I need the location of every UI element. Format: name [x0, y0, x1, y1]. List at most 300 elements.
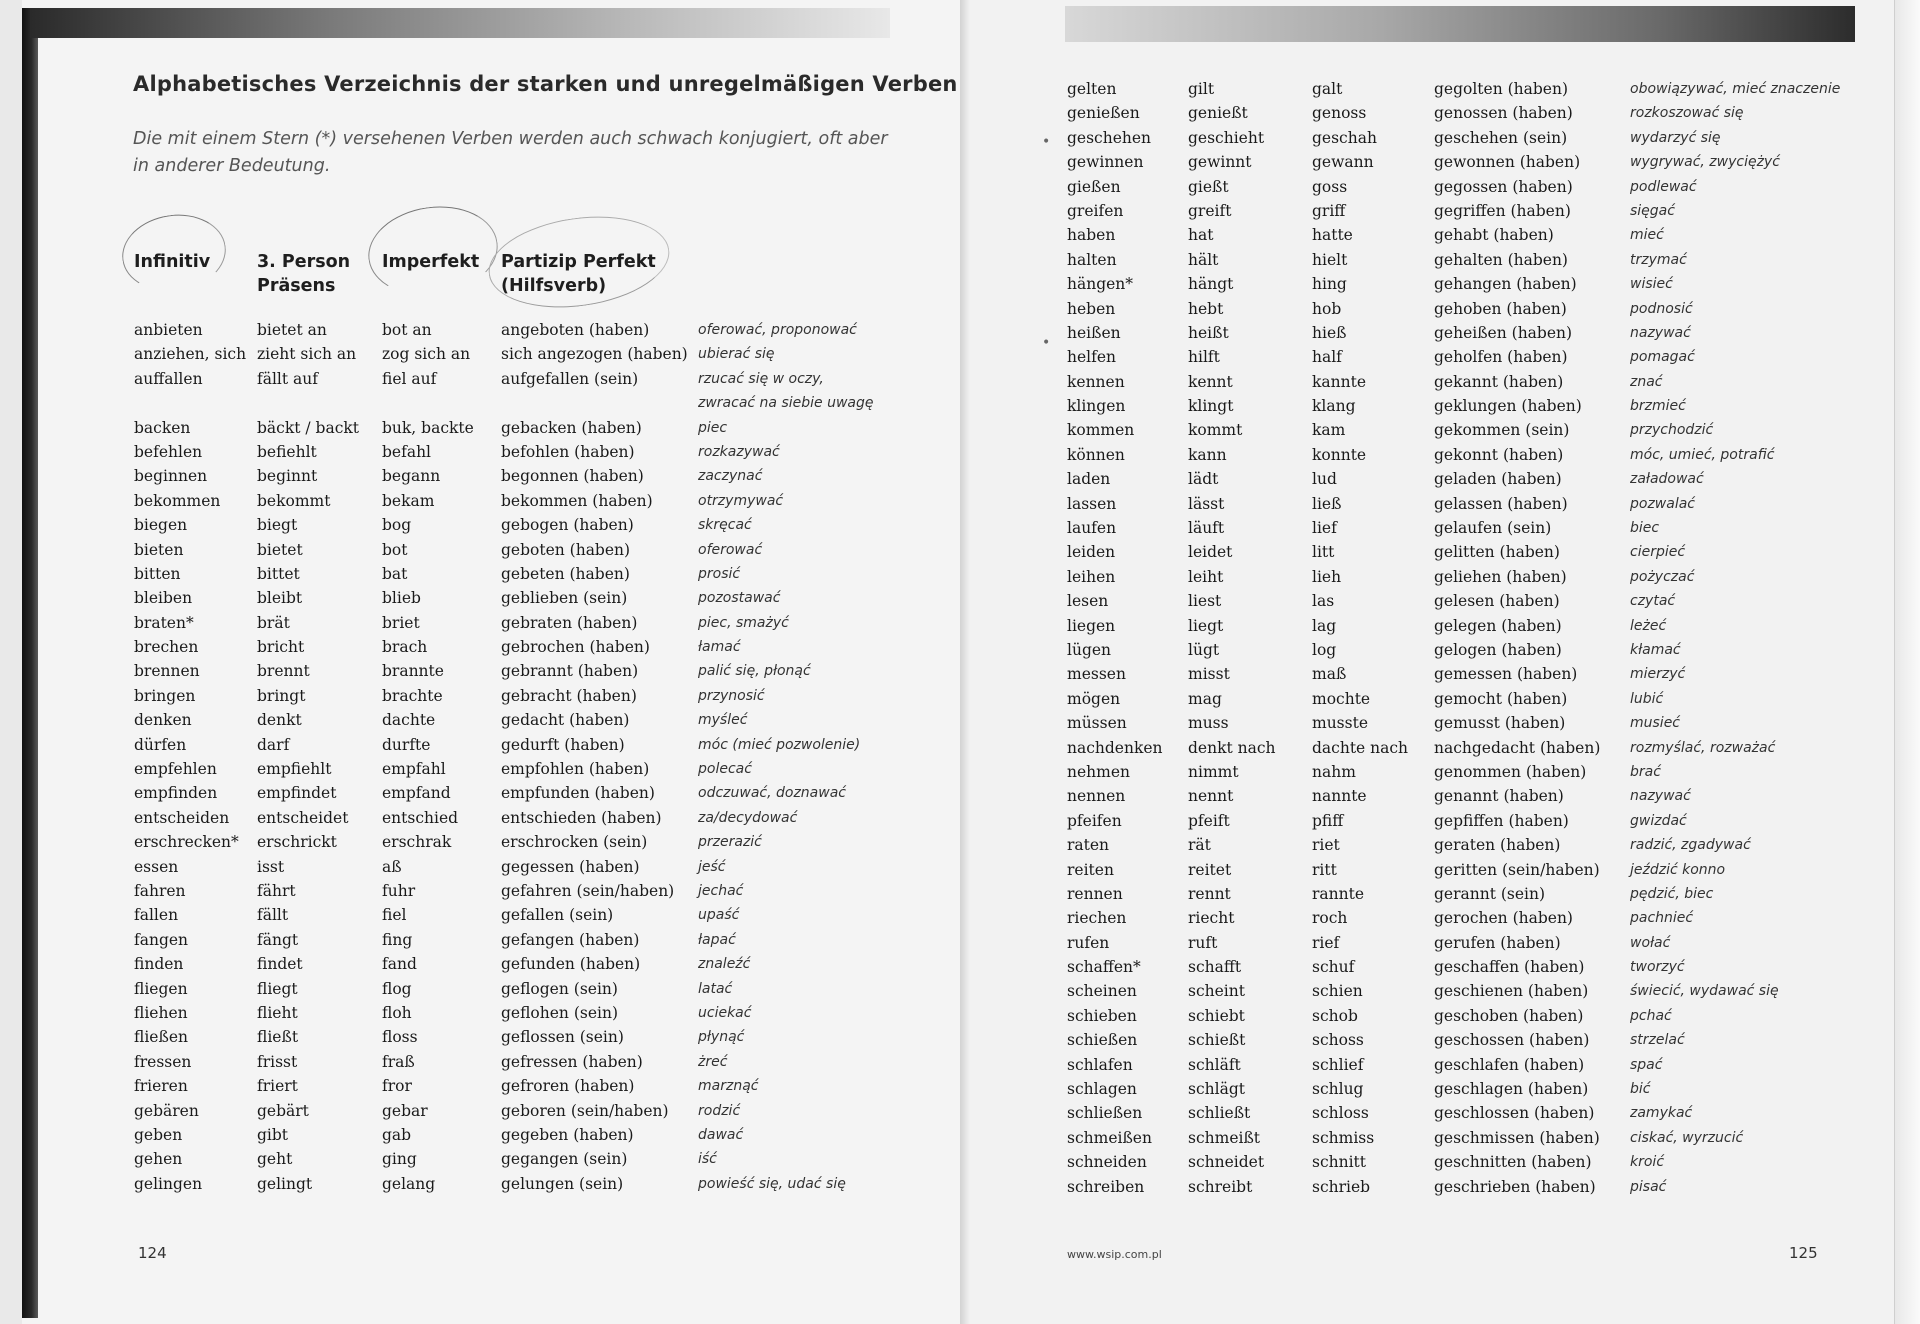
praesens-cell: leiht	[1188, 567, 1224, 586]
partizip-cell: gegriffen (haben)	[1434, 201, 1571, 220]
partizip-cell: geraten (haben)	[1434, 836, 1561, 855]
infinitiv-cell: fallen	[134, 906, 179, 925]
praesens-cell: bekommt	[257, 491, 331, 510]
column-imperfekt	[1312, 77, 1408, 1199]
partizip-cell: gebracht (haben)	[501, 686, 637, 705]
imperfekt-cell: genoss	[1312, 104, 1367, 123]
praesens-cell: darf	[257, 735, 290, 754]
scan-margin	[0, 0, 22, 1324]
praesens-cell: findet	[257, 955, 303, 974]
praesens-cell: lädt	[1188, 470, 1219, 489]
praesens-cell: fährt	[257, 881, 296, 900]
praesens-cell: fliegt	[257, 979, 298, 998]
partizip-cell: gelaufen (sein)	[1434, 519, 1552, 538]
praesens-cell	[257, 391, 359, 415]
polish-translation: rozkoszować się	[1630, 105, 1744, 122]
imperfekt-cell: half	[1312, 348, 1342, 367]
header-hilfsverb-label: (Hilfsverb)	[501, 276, 607, 296]
infinitiv-cell: schlagen	[1067, 1080, 1137, 1099]
partizip-cell: sich angezogen (haben)	[501, 345, 688, 364]
praesens-cell: gelingt	[257, 1174, 313, 1193]
infinitiv-cell: leihen	[1067, 567, 1116, 586]
partizip-cell: gegessen (haben)	[501, 857, 640, 876]
imperfekt-cell: gab	[382, 1125, 412, 1144]
infinitiv-cell: schreiben	[1067, 1177, 1145, 1196]
partizip-cell: gelitten (haben)	[1434, 543, 1560, 562]
polish-translation: iść	[698, 1151, 717, 1168]
header-imperfekt	[382, 250, 479, 274]
infinitiv-cell: anziehen, sich	[134, 345, 247, 364]
polish-translation: cierpieć	[1630, 544, 1686, 561]
partizip-cell: geschnitten (haben)	[1434, 1153, 1592, 1172]
infinitiv-cell: schmeißen	[1067, 1128, 1152, 1147]
praesens-cell: ruft	[1188, 933, 1218, 952]
infinitiv-cell: laufen	[1067, 519, 1117, 538]
partizip-cell: gedacht (haben)	[501, 711, 630, 730]
praesens-cell: liegt	[1188, 616, 1224, 635]
partizip-cell: geschaffen (haben)	[1434, 958, 1585, 977]
imperfekt-cell: blieb	[382, 589, 421, 608]
praesens-cell: fließt	[257, 1028, 299, 1047]
praesens-cell: riecht	[1188, 909, 1235, 928]
praesens-cell: pfeift	[1188, 811, 1230, 830]
polish-translation: za/decydować	[698, 809, 798, 826]
infinitiv-cell: geschehen	[1067, 128, 1152, 147]
polish-translation: myśleć	[698, 712, 748, 729]
praesens-cell: gießt	[1188, 177, 1229, 196]
praesens-cell: nennt	[1188, 787, 1234, 806]
praesens-cell: lässt	[1188, 494, 1225, 513]
infinitiv-cell: riechen	[1067, 909, 1127, 928]
polish-translation: pchać	[1630, 1007, 1672, 1024]
polish-translation: bić	[1630, 1081, 1651, 1098]
praesens-cell: genießt	[1188, 104, 1248, 123]
praesens-cell: denkt nach	[1188, 738, 1276, 757]
partizip-cell: gepfiffen (haben)	[1434, 811, 1569, 830]
partizip-cell: geflossen (sein)	[501, 1028, 624, 1047]
infinitiv-cell: gelingen	[134, 1174, 203, 1193]
polish-translation: móc (mieć pozwolenie)	[698, 736, 861, 753]
infinitiv-cell: kommen	[1067, 421, 1135, 440]
scan-speck: •	[1042, 134, 1051, 150]
polish-translation: czytać	[1630, 593, 1676, 610]
imperfekt-cell: roch	[1312, 909, 1348, 928]
imperfekt-cell: hielt	[1312, 250, 1348, 269]
column-polish	[698, 318, 874, 1196]
polish-translation: pachnieć	[1630, 910, 1694, 927]
partizip-cell: geflohen (sein)	[501, 1003, 618, 1022]
infinitiv-cell: haben	[1067, 226, 1116, 245]
scan-speck: •	[1042, 335, 1051, 351]
infinitiv-cell: fangen	[134, 930, 189, 949]
partizip-cell: geschienen (haben)	[1434, 982, 1589, 1001]
partizip-cell: gehangen (haben)	[1434, 275, 1577, 294]
partizip-cell: geholfen (haben)	[1434, 348, 1568, 367]
infinitiv-cell: nehmen	[1067, 762, 1130, 781]
partizip-cell: gekonnt (haben)	[1434, 445, 1564, 464]
praesens-cell: rennt	[1188, 884, 1231, 903]
polish-translation: radzić, zgadywać	[1630, 837, 1751, 854]
imperfekt-cell: fraß	[382, 1052, 415, 1071]
infinitiv-cell: schießen	[1067, 1031, 1138, 1050]
praesens-cell: rät	[1188, 836, 1211, 855]
polish-translation: polecać	[698, 761, 752, 778]
polish-translation: podlewać	[1630, 178, 1697, 195]
praesens-cell: kann	[1188, 445, 1227, 464]
column-imperfekt	[382, 318, 474, 1196]
praesens-cell: schafft	[1188, 958, 1242, 977]
header-infinitiv-label: Infinitiv	[134, 252, 211, 272]
praesens-cell: zieht sich an	[257, 345, 357, 364]
imperfekt-cell: schnitt	[1312, 1153, 1367, 1172]
praesens-cell: bäckt / backt	[257, 418, 360, 437]
polish-translation: piec	[698, 419, 728, 436]
praesens-cell: geht	[257, 1150, 293, 1169]
partizip-cell: gehabt (haben)	[1434, 226, 1554, 245]
imperfekt-cell: schuf	[1312, 958, 1355, 977]
imperfekt-cell: empfahl	[382, 760, 446, 779]
infinitiv-cell: pfeifen	[1067, 811, 1122, 830]
imperfekt-cell: rief	[1312, 933, 1340, 952]
praesens-cell: brennt	[257, 662, 310, 681]
imperfekt-cell: schrieb	[1312, 1177, 1371, 1196]
infinitiv-cell: finden	[134, 955, 184, 974]
polish-translation: żreć	[698, 1053, 728, 1070]
praesens-cell: empfindet	[257, 784, 337, 803]
infinitiv-cell: halten	[1067, 250, 1117, 269]
praesens-cell: fängt	[257, 930, 299, 949]
praesens-cell: schiebt	[1188, 1006, 1245, 1025]
infinitiv-cell: messen	[1067, 665, 1126, 684]
imperfekt-cell: goss	[1312, 177, 1348, 196]
polish-translation: znaleźć	[698, 956, 751, 973]
imperfekt-cell: bot an	[382, 321, 432, 339]
infinitiv-cell: scheinen	[1067, 982, 1137, 1001]
imperfekt-cell: empfand	[382, 784, 451, 803]
polish-translation: zaczynać	[698, 468, 763, 485]
infinitiv-cell: fliehen	[134, 1003, 188, 1022]
partizip-cell: gelegen (haben)	[1434, 616, 1562, 635]
praesens-cell: brät	[257, 613, 290, 632]
partizip-cell: entschieden (haben)	[501, 808, 662, 827]
praesens-cell: leidet	[1188, 543, 1233, 562]
partizip-cell: gefangen (haben)	[501, 930, 640, 949]
partizip-cell: gefunden (haben)	[501, 955, 641, 974]
polish-translation: podnosić	[1630, 300, 1693, 317]
partizip-cell: gegangen (sein)	[501, 1150, 628, 1169]
imperfekt-cell: ging	[382, 1150, 417, 1169]
imperfekt-cell: brachte	[382, 686, 443, 705]
polish-translation: powieść się, udać się	[698, 1175, 846, 1192]
imperfekt-cell: gelang	[382, 1174, 436, 1193]
polish-translation: nazywać	[1630, 324, 1691, 341]
polish-translation: oferować, proponować	[698, 322, 857, 338]
imperfekt-cell: floss	[382, 1028, 418, 1047]
imperfekt-cell: schloss	[1312, 1104, 1369, 1123]
imperfekt-cell: lief	[1312, 519, 1337, 538]
praesens-cell: greift	[1188, 201, 1232, 220]
polish-translation: kroić	[1630, 1154, 1665, 1171]
infinitiv-cell: heben	[1067, 299, 1116, 318]
polish-translation: wisieć	[1630, 276, 1673, 293]
polish-translation: ubierać się	[698, 346, 775, 363]
scan-shadow-top	[1065, 6, 1855, 42]
polish-translation: rozkazywać	[698, 443, 780, 460]
infinitiv-cell: gebären	[134, 1101, 199, 1120]
imperfekt-cell: buk, backte	[382, 418, 474, 437]
praesens-cell: schlägt	[1188, 1080, 1245, 1099]
praesens-cell: nimmt	[1188, 762, 1239, 781]
praesens-cell: scheint	[1188, 982, 1245, 1001]
infinitiv-cell: lesen	[1067, 592, 1109, 611]
imperfekt-cell: klang	[1312, 397, 1356, 416]
praesens-cell: läuft	[1188, 519, 1225, 538]
infinitiv-cell: anbieten	[134, 321, 203, 339]
imperfekt-cell: griff	[1312, 201, 1346, 220]
infinitiv-cell: empfinden	[134, 784, 218, 803]
column-praesens	[257, 318, 359, 1196]
praesens-cell: lügt	[1188, 640, 1220, 659]
polish-translation: skręcać	[698, 517, 752, 534]
praesens-cell: kommt	[1188, 421, 1243, 440]
infinitiv-cell: fliegen	[134, 979, 188, 998]
polish-translation: lubić	[1630, 690, 1664, 707]
infinitiv-cell: müssen	[1067, 714, 1127, 733]
imperfekt-cell: dachte	[382, 711, 436, 730]
praesens-cell: schießt	[1188, 1031, 1246, 1050]
praesens-cell: heißt	[1188, 323, 1229, 342]
praesens-cell: schneidet	[1188, 1153, 1265, 1172]
infinitiv-cell: frieren	[134, 1077, 188, 1096]
partizip-cell: genossen (haben)	[1434, 104, 1573, 123]
partizip-cell: gehoben (haben)	[1434, 299, 1567, 318]
polish-translation: mierzyć	[1630, 666, 1686, 683]
infinitiv-cell: liegen	[1067, 616, 1116, 635]
praesens-cell: friert	[257, 1077, 298, 1096]
partizip-cell: gebogen (haben)	[501, 516, 634, 535]
partizip-cell: angeboten (haben)	[501, 321, 650, 339]
praesens-cell: befiehlt	[257, 442, 317, 461]
infinitiv-cell: empfehlen	[134, 760, 217, 779]
header-3-person-praesens	[257, 250, 350, 298]
column-partizip	[501, 318, 688, 1196]
infinitiv-cell: dürfen	[134, 735, 187, 754]
scan-shadow-edge	[22, 8, 38, 1318]
infinitiv-cell: befehlen	[134, 442, 203, 461]
infinitiv-cell: nachdenken	[1067, 738, 1163, 757]
infinitiv-cell: gehen	[134, 1150, 183, 1169]
praesens-cell: gilt	[1188, 80, 1215, 98]
partizip-cell: gebacken (haben)	[501, 418, 642, 437]
imperfekt-cell: floh	[382, 1003, 412, 1022]
praesens-cell: bringt	[257, 686, 306, 705]
partizip-cell: genommen (haben)	[1434, 762, 1587, 781]
imperfekt-cell: schlug	[1312, 1080, 1364, 1099]
polish-translation: otrzymywać	[698, 492, 784, 509]
partizip-cell: gerannt (sein)	[1434, 884, 1546, 903]
imperfekt-cell: fand	[382, 955, 417, 974]
imperfekt-cell: las	[1312, 592, 1335, 611]
polish-translation: wygrywać, zwyciężyć	[1630, 154, 1780, 171]
infinitiv-cell: essen	[134, 857, 179, 876]
polish-translation: gwizdać	[1630, 812, 1687, 829]
polish-translation: pozostawać	[698, 590, 781, 607]
polish-translation: wydarzyć się	[1630, 129, 1721, 146]
partizip-cell: gefroren (haben)	[501, 1077, 635, 1096]
praesens-cell: gibt	[257, 1125, 289, 1144]
partizip-cell: gedurft (haben)	[501, 735, 625, 754]
polish-translation: znać	[1630, 373, 1663, 390]
infinitiv-cell: geben	[134, 1125, 183, 1144]
partizip-cell: begonnen (haben)	[501, 467, 644, 486]
imperfekt-cell: maß	[1312, 665, 1347, 684]
polish-translation: brzmieć	[1630, 398, 1686, 415]
imperfekt-cell: konnte	[1312, 445, 1367, 464]
infinitiv-cell: genießen	[1067, 104, 1140, 123]
polish-translation: wołać	[1630, 934, 1671, 951]
infinitiv-cell: biegen	[134, 516, 188, 535]
polish-translation: tworzyć	[1630, 959, 1685, 976]
partizip-cell: gefallen (sein)	[501, 906, 614, 925]
imperfekt-cell: nannte	[1312, 787, 1367, 806]
partizip-cell: geschrieben (haben)	[1434, 1177, 1596, 1196]
praesens-cell: muss	[1188, 714, 1229, 733]
praesens-cell: schläft	[1188, 1055, 1241, 1074]
polish-translation: rozmyślać, rozważać	[1630, 739, 1776, 756]
imperfekt-cell: lud	[1312, 470, 1337, 489]
partizip-cell: gegossen (haben)	[1434, 177, 1573, 196]
partizip-cell: geschossen (haben)	[1434, 1031, 1590, 1050]
imperfekt-cell: bekam	[382, 491, 435, 510]
infinitiv-cell: können	[1067, 445, 1125, 464]
partizip-cell: empfunden (haben)	[501, 784, 655, 803]
polish-translation: rodzić	[698, 1102, 741, 1119]
partizip-cell: gebrochen (haben)	[501, 638, 650, 657]
praesens-cell: denkt	[257, 711, 302, 730]
infinitiv-cell: brechen	[134, 638, 199, 657]
infinitiv-cell: klingen	[1067, 397, 1126, 416]
polish-translation: świecić, wydawać się	[1630, 983, 1779, 1000]
partizip-cell: geschehen (sein)	[1434, 128, 1568, 147]
header-imperfekt-label: Imperfekt	[382, 252, 480, 272]
partizip-cell: gewonnen (haben)	[1434, 153, 1581, 172]
infinitiv-cell: mögen	[1067, 689, 1121, 708]
imperfekt-cell: fiel auf	[382, 369, 437, 388]
header-infinitiv	[134, 250, 210, 274]
praesens-cell: geschieht	[1188, 128, 1265, 147]
header-partizip-label: Partizip Perfekt	[501, 252, 656, 272]
polish-translation: biec	[1630, 520, 1660, 537]
infinitiv-cell: entscheiden	[134, 808, 230, 827]
imperfekt-cell: rannte	[1312, 884, 1365, 903]
polish-translation: jechać	[698, 882, 744, 899]
partizip-cell: geschmissen (haben)	[1434, 1128, 1600, 1147]
praesens-cell: kennt	[1188, 372, 1233, 391]
polish-translation: nazywać	[1630, 788, 1691, 805]
imperfekt-cell: galt	[1312, 80, 1343, 98]
polish-translation: strzelać	[1630, 1032, 1685, 1049]
infinitiv-cell: gelten	[1067, 80, 1117, 98]
partizip-cell: gebraten (haben)	[501, 613, 638, 632]
imperfekt-cell: musste	[1312, 714, 1368, 733]
praesens-cell: misst	[1188, 665, 1230, 684]
infinitiv-cell: gewinnen	[1067, 153, 1144, 172]
infinitiv-cell: kennen	[1067, 372, 1125, 391]
polish-translation: dawać	[698, 1126, 744, 1143]
imperfekt-cell: bog	[382, 516, 412, 535]
praesens-cell: flieht	[257, 1003, 298, 1022]
imperfekt-cell: aß	[382, 857, 402, 876]
partizip-cell: gelesen (haben)	[1434, 592, 1560, 611]
polish-translation: pomagać	[1630, 349, 1695, 366]
partizip-cell: gelungen (sein)	[501, 1174, 624, 1193]
polish-translation: uciekać	[698, 1004, 752, 1021]
imperfekt-cell: hing	[1312, 275, 1347, 294]
infinitiv-cell: denken	[134, 711, 192, 730]
infinitiv-cell: bekommen	[134, 491, 221, 510]
polish-translation: marznąć	[698, 1078, 759, 1095]
infinitiv-cell: lassen	[1067, 494, 1117, 513]
polish-translation: odczuwać, doznawać	[698, 785, 846, 802]
infinitiv-cell: bieten	[134, 540, 184, 559]
praesens-cell: schmeißt	[1188, 1128, 1261, 1147]
polish-translation: łapać	[698, 931, 736, 948]
praesens-cell: entscheidet	[257, 808, 349, 827]
infinitiv-cell: hängen*	[1067, 275, 1134, 294]
praesens-cell: klingt	[1188, 397, 1234, 416]
imperfekt-cell: lag	[1312, 616, 1337, 635]
polish-translation: trzymać	[1630, 251, 1687, 268]
partizip-cell: gekommen (sein)	[1434, 421, 1570, 440]
polish-translation: upaść	[698, 907, 740, 924]
infinitiv-cell: nennen	[1067, 787, 1126, 806]
infinitiv-cell: schlafen	[1067, 1055, 1133, 1074]
praesens-cell: bricht	[257, 638, 305, 657]
partizip-cell: gerochen (haben)	[1434, 909, 1573, 928]
polish-translation: prosić	[698, 565, 741, 582]
polish-translation: musieć	[1630, 715, 1681, 732]
header-praesens-label: Präsens	[257, 276, 336, 296]
column-partizip	[1434, 77, 1600, 1199]
imperfekt-cell: brannte	[382, 662, 444, 681]
imperfekt-cell: kannte	[1312, 372, 1367, 391]
partizip-cell: gefressen (haben)	[501, 1052, 643, 1071]
polish-translation: płynąć	[698, 1029, 745, 1046]
polish-translation: piec, smażyć	[698, 614, 789, 631]
infinitiv-cell: reiten	[1067, 860, 1114, 879]
praesens-cell: gewinnt	[1188, 153, 1252, 172]
partizip-cell: geboten (haben)	[501, 540, 631, 559]
partizip-cell: gekannt (haben)	[1434, 372, 1564, 391]
partizip-cell: geladen (haben)	[1434, 470, 1562, 489]
imperfekt-cell: riet	[1312, 836, 1340, 855]
praesens-cell: fällt auf	[257, 369, 319, 388]
imperfekt-cell: pfiff	[1312, 811, 1344, 830]
partizip-cell: geliehen (haben)	[1434, 567, 1567, 586]
infinitiv-cell: lügen	[1067, 640, 1112, 659]
partizip-cell: geboren (sein/haben)	[501, 1101, 669, 1120]
infinitiv-cell: greifen	[1067, 201, 1124, 220]
footer-url: www.wsip.com.pl	[1067, 1248, 1162, 1261]
imperfekt-cell: hieß	[1312, 323, 1347, 342]
polish-translation: załadować	[1630, 471, 1704, 488]
header-partizip-perfekt	[501, 250, 656, 298]
infinitiv-cell: schneiden	[1067, 1153, 1147, 1172]
infinitiv-cell: brennen	[134, 662, 200, 681]
infinitiv-cell: fahren	[134, 881, 186, 900]
partizip-cell: geschlagen (haben)	[1434, 1080, 1589, 1099]
partizip-cell: geschoben (haben)	[1434, 1006, 1584, 1025]
